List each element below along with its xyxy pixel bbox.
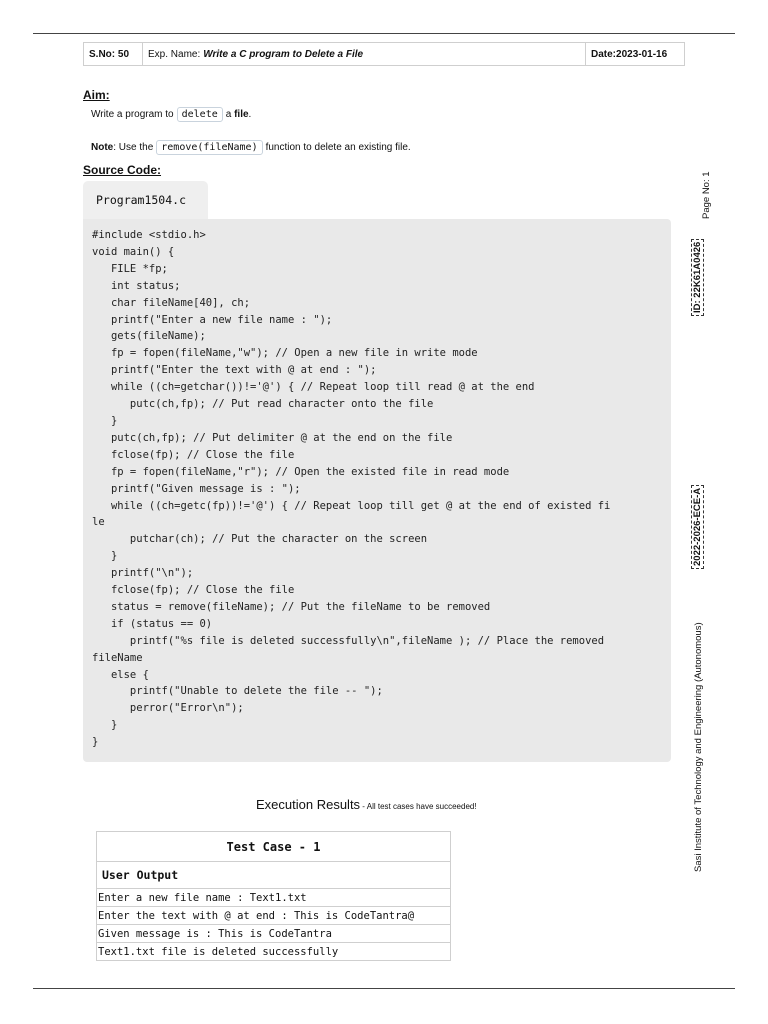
experiment-name-label: Exp. Name: bbox=[148, 48, 201, 60]
experiment-name bbox=[143, 43, 586, 65]
serial-number: S.No: 50 bbox=[84, 43, 143, 65]
source-code: #include <stdio.h> void main() { FILE *fp; int status; char fileName[40], ch; printf("Enter a new file name : "); gets(fileName); fp = fopen(fileName,"w"); // Open a new file in write mode printf("Enter the text with @ at end : "); while ((ch=getchar())!='@') { // Repeat loop till read @ at the end putc(ch,fp); // Put read character onto the file } putc(ch,fp); // Put delimiter @ at the end on the file fclose(fp); // Close the file fp = fopen(fileName,"r"); // Open the existed file in read mode printf("Given message is : "); while ((ch=getc(fp))!='@') { // Repeat loop till get @ at the end of existed fi le putchar(ch); // Put the character on the screen } printf("\n"); fclose(fp); // Close the file status = remove(fileName); // Put the fileName to be removed if (status == 0) printf("%s file is deleted successfully\n",fileName ); // Place the removed fileName else { printf("Unable to delete the file -- "); perror("Error\n"); } } bbox=[92, 229, 611, 749]
output-line: Text1.txt file is deleted successfully bbox=[98, 945, 339, 958]
note-inline-code: remove(fileName) bbox=[156, 140, 262, 155]
aim-bold-word: file bbox=[234, 109, 249, 120]
note-label: Note bbox=[91, 142, 114, 153]
aim-heading: Aim: bbox=[83, 88, 110, 102]
note-prefix: : Use the bbox=[113, 142, 154, 153]
code-block bbox=[83, 219, 671, 762]
aim-text bbox=[91, 107, 251, 122]
experiment-name-value: Write a C program to Delete a File bbox=[203, 48, 364, 60]
output-line: Given message is : This is CodeTantra bbox=[97, 925, 450, 943]
execution-subtitle: - All test cases have succeeded! bbox=[360, 802, 477, 811]
source-code-heading: Source Code: bbox=[83, 163, 162, 177]
institute-name: Sasi Institute of Technology and Engineering (Autonomous) bbox=[693, 622, 704, 872]
experiment-header bbox=[83, 42, 685, 66]
student-id: ID: 22K61A0426 bbox=[691, 239, 704, 316]
note-suffix: function to delete an existing file. bbox=[265, 142, 411, 153]
test-case-table bbox=[96, 831, 451, 961]
file-tab[interactable]: Program1504.c bbox=[83, 181, 208, 219]
user-output-label: User Output bbox=[97, 862, 450, 889]
aim-suffix: . bbox=[248, 109, 252, 120]
experiment-date: Date:2023-01-16 bbox=[591, 48, 668, 60]
output-line: Enter the text with @ at end : This is CodeTantra@ bbox=[97, 907, 450, 925]
batch-code: 2022-2026-ECE-A bbox=[691, 485, 704, 569]
aim-prefix: Write a program to bbox=[91, 109, 174, 120]
note-text bbox=[91, 140, 411, 155]
page-number: Page No: 1 bbox=[701, 171, 712, 219]
bottom-rule bbox=[33, 988, 735, 989]
test-case-title: Test Case - 1 bbox=[97, 832, 450, 862]
output-line: Enter a new file name : Text1.txt bbox=[97, 889, 450, 907]
top-rule bbox=[33, 33, 735, 34]
execution-results-heading bbox=[256, 797, 477, 812]
aim-inline-code: delete bbox=[177, 107, 223, 122]
execution-title: Execution Results bbox=[256, 797, 361, 812]
aim-middle: a bbox=[225, 109, 232, 120]
